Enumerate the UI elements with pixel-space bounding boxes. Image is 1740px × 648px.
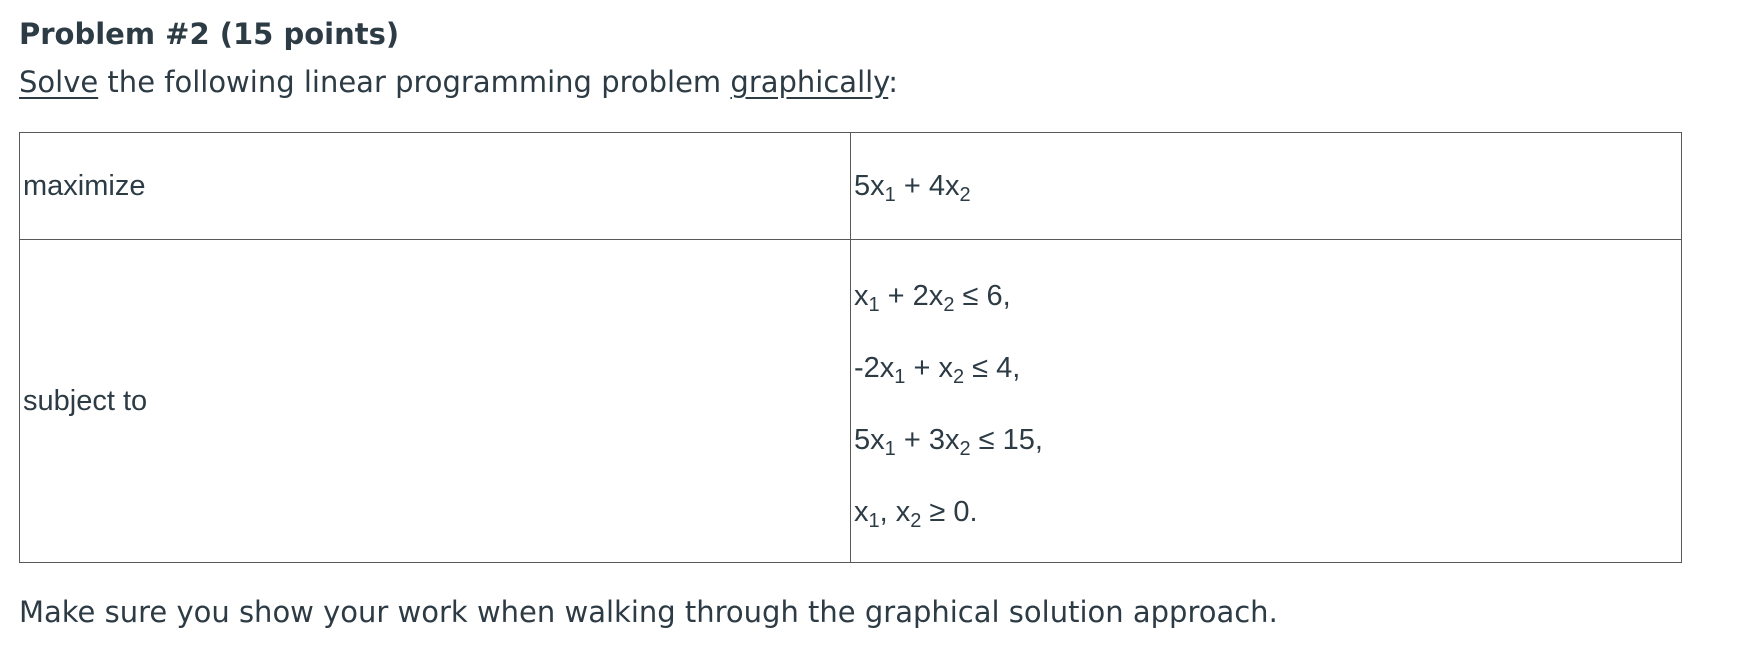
- problem-title: Problem #2 (15 points): [19, 17, 400, 51]
- subject-to-label: subject to: [20, 240, 851, 563]
- objective-subscript-2: 2: [959, 183, 971, 206]
- objective-expression: [854, 169, 971, 206]
- constraint-nonnegativity: $x_1$, $x_2 \ge 0$.: [854, 496, 978, 532]
- problem-instructions: [19, 62, 898, 102]
- graphically-word: graphically: [730, 65, 889, 99]
- objective-term-2: + 4x: [895, 169, 960, 202]
- instruction-colon: :: [888, 65, 899, 99]
- objective-term-1: 5x: [854, 169, 885, 202]
- objective-subscript-1: 1: [884, 183, 896, 206]
- objective-function: [851, 133, 1682, 240]
- lp-problem-table: [19, 132, 1682, 563]
- constraint-2: $-2x_1 + x_2 \le 4$,: [854, 352, 1021, 388]
- work-instruction: Make sure you show your work when walking through the graphical solution approach.: [19, 595, 1278, 629]
- maximize-label: maximize: [20, 133, 851, 240]
- instruction-middle-text: the following linear programming problem: [98, 65, 731, 99]
- constraints-row: [20, 240, 1682, 563]
- constraint-1: $x_1 + 2x_2 \le 6$,: [854, 280, 1011, 316]
- constraint-3: $5x_1 + 3x_2 \le 15$,: [854, 424, 1043, 460]
- solve-word: Solve: [19, 65, 99, 99]
- objective-row: [20, 133, 1682, 240]
- constraints-cell: [851, 240, 1682, 563]
